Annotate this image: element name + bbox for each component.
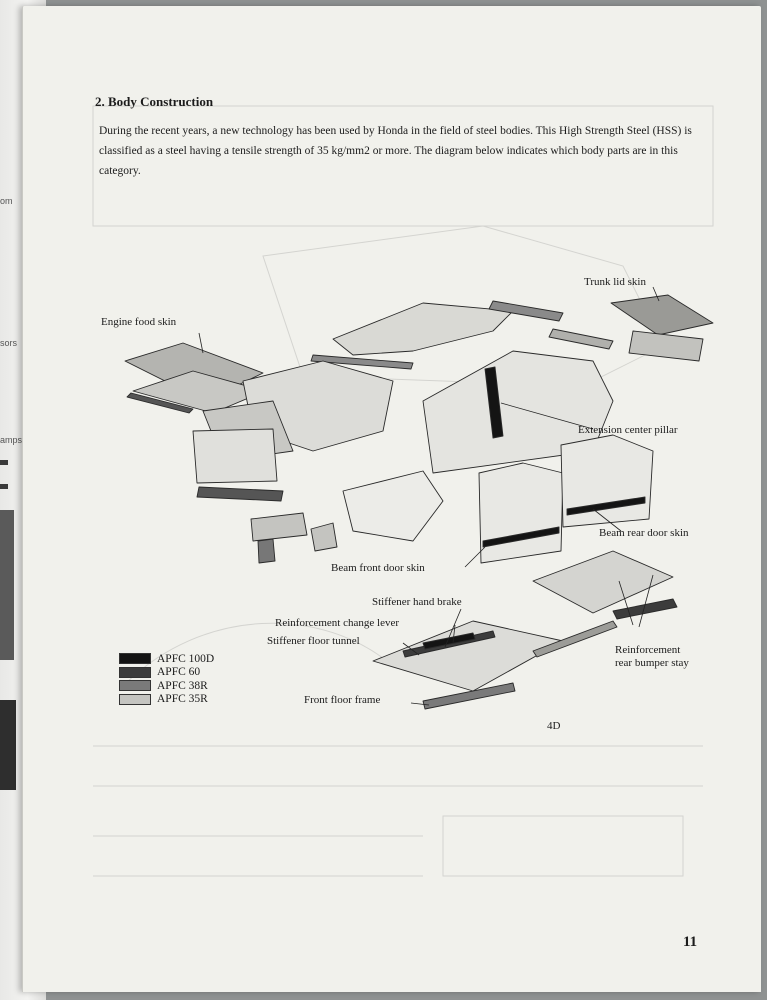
section-heading: 2. Body Construction	[95, 94, 214, 109]
rear-bumper-stay	[613, 599, 677, 619]
previous-page-mark	[0, 484, 8, 489]
label-stiffener-hand-brake: Stiffener hand brake	[372, 596, 462, 608]
front-fender	[343, 471, 443, 541]
label-reinforcement-rear-bumper-stay: Reinforcement	[615, 644, 681, 656]
legend-item	[119, 679, 214, 693]
manual-page	[22, 6, 761, 992]
previous-page-illustration	[0, 700, 16, 790]
legend-label: APFC 38R	[157, 679, 208, 692]
legend-label: APFC 100D	[157, 652, 215, 665]
legend-item	[119, 666, 214, 680]
label-body-code: 4D	[547, 720, 561, 732]
label-reinforcement-rear-bumper-stay-line2: rear bumper stay	[615, 657, 689, 669]
label-trunk-lid-skin: Trunk lid skin	[584, 276, 646, 288]
bracket	[258, 539, 275, 563]
previous-page-illustration	[0, 510, 14, 660]
previous-page-text-fragment: amps	[0, 435, 23, 445]
body-paragraph: During the recent years, a new technology has been used by Honda in the field of steel bodies. This High Strength Steel (HSS) is classified as a steel having a tensile strength of 35 kg/mm2 or more. The diagram below indicates which body parts are in this category.	[99, 125, 692, 177]
rear-panel	[629, 331, 703, 361]
front-door-frame	[479, 463, 563, 563]
legend-swatch	[119, 680, 151, 691]
front-bumper-beam	[197, 487, 283, 501]
bracket	[311, 523, 337, 551]
legend-swatch	[119, 667, 151, 678]
label-front-floor-frame: Front floor frame	[304, 694, 381, 706]
material-legend	[119, 652, 214, 706]
label-beam-front-door-skin: Beam front door skin	[331, 562, 425, 574]
roof-panel	[333, 303, 513, 355]
legend-swatch	[119, 653, 151, 664]
previous-page-text-fragment: sors	[0, 338, 18, 348]
radiator-support	[193, 429, 277, 483]
legend-item	[119, 693, 214, 707]
label-reinforcement-change-lever: Reinforcement change lever	[275, 617, 399, 629]
trunk-lid-panel	[611, 295, 713, 335]
label-beam-rear-door-skin: Beam rear door skin	[599, 527, 689, 539]
legend-swatch	[119, 694, 151, 705]
bracket	[251, 513, 307, 541]
legend-label: APFC 35R	[157, 693, 208, 706]
label-stiffener-floor-tunnel: Stiffener floor tunnel	[267, 635, 360, 647]
legend-item	[119, 652, 214, 666]
label-engine-hood-skin: Engine food skin	[101, 316, 177, 328]
previous-page-mark	[0, 460, 8, 465]
page-number: 11	[683, 934, 698, 950]
label-extension-center-pillar: Extension center pillar	[578, 424, 678, 436]
front-floor-pan	[373, 621, 563, 691]
rear-bumper-beam	[549, 329, 613, 349]
legend-label: APFC 60	[157, 666, 201, 679]
previous-page-text-fragment: om	[0, 196, 13, 206]
